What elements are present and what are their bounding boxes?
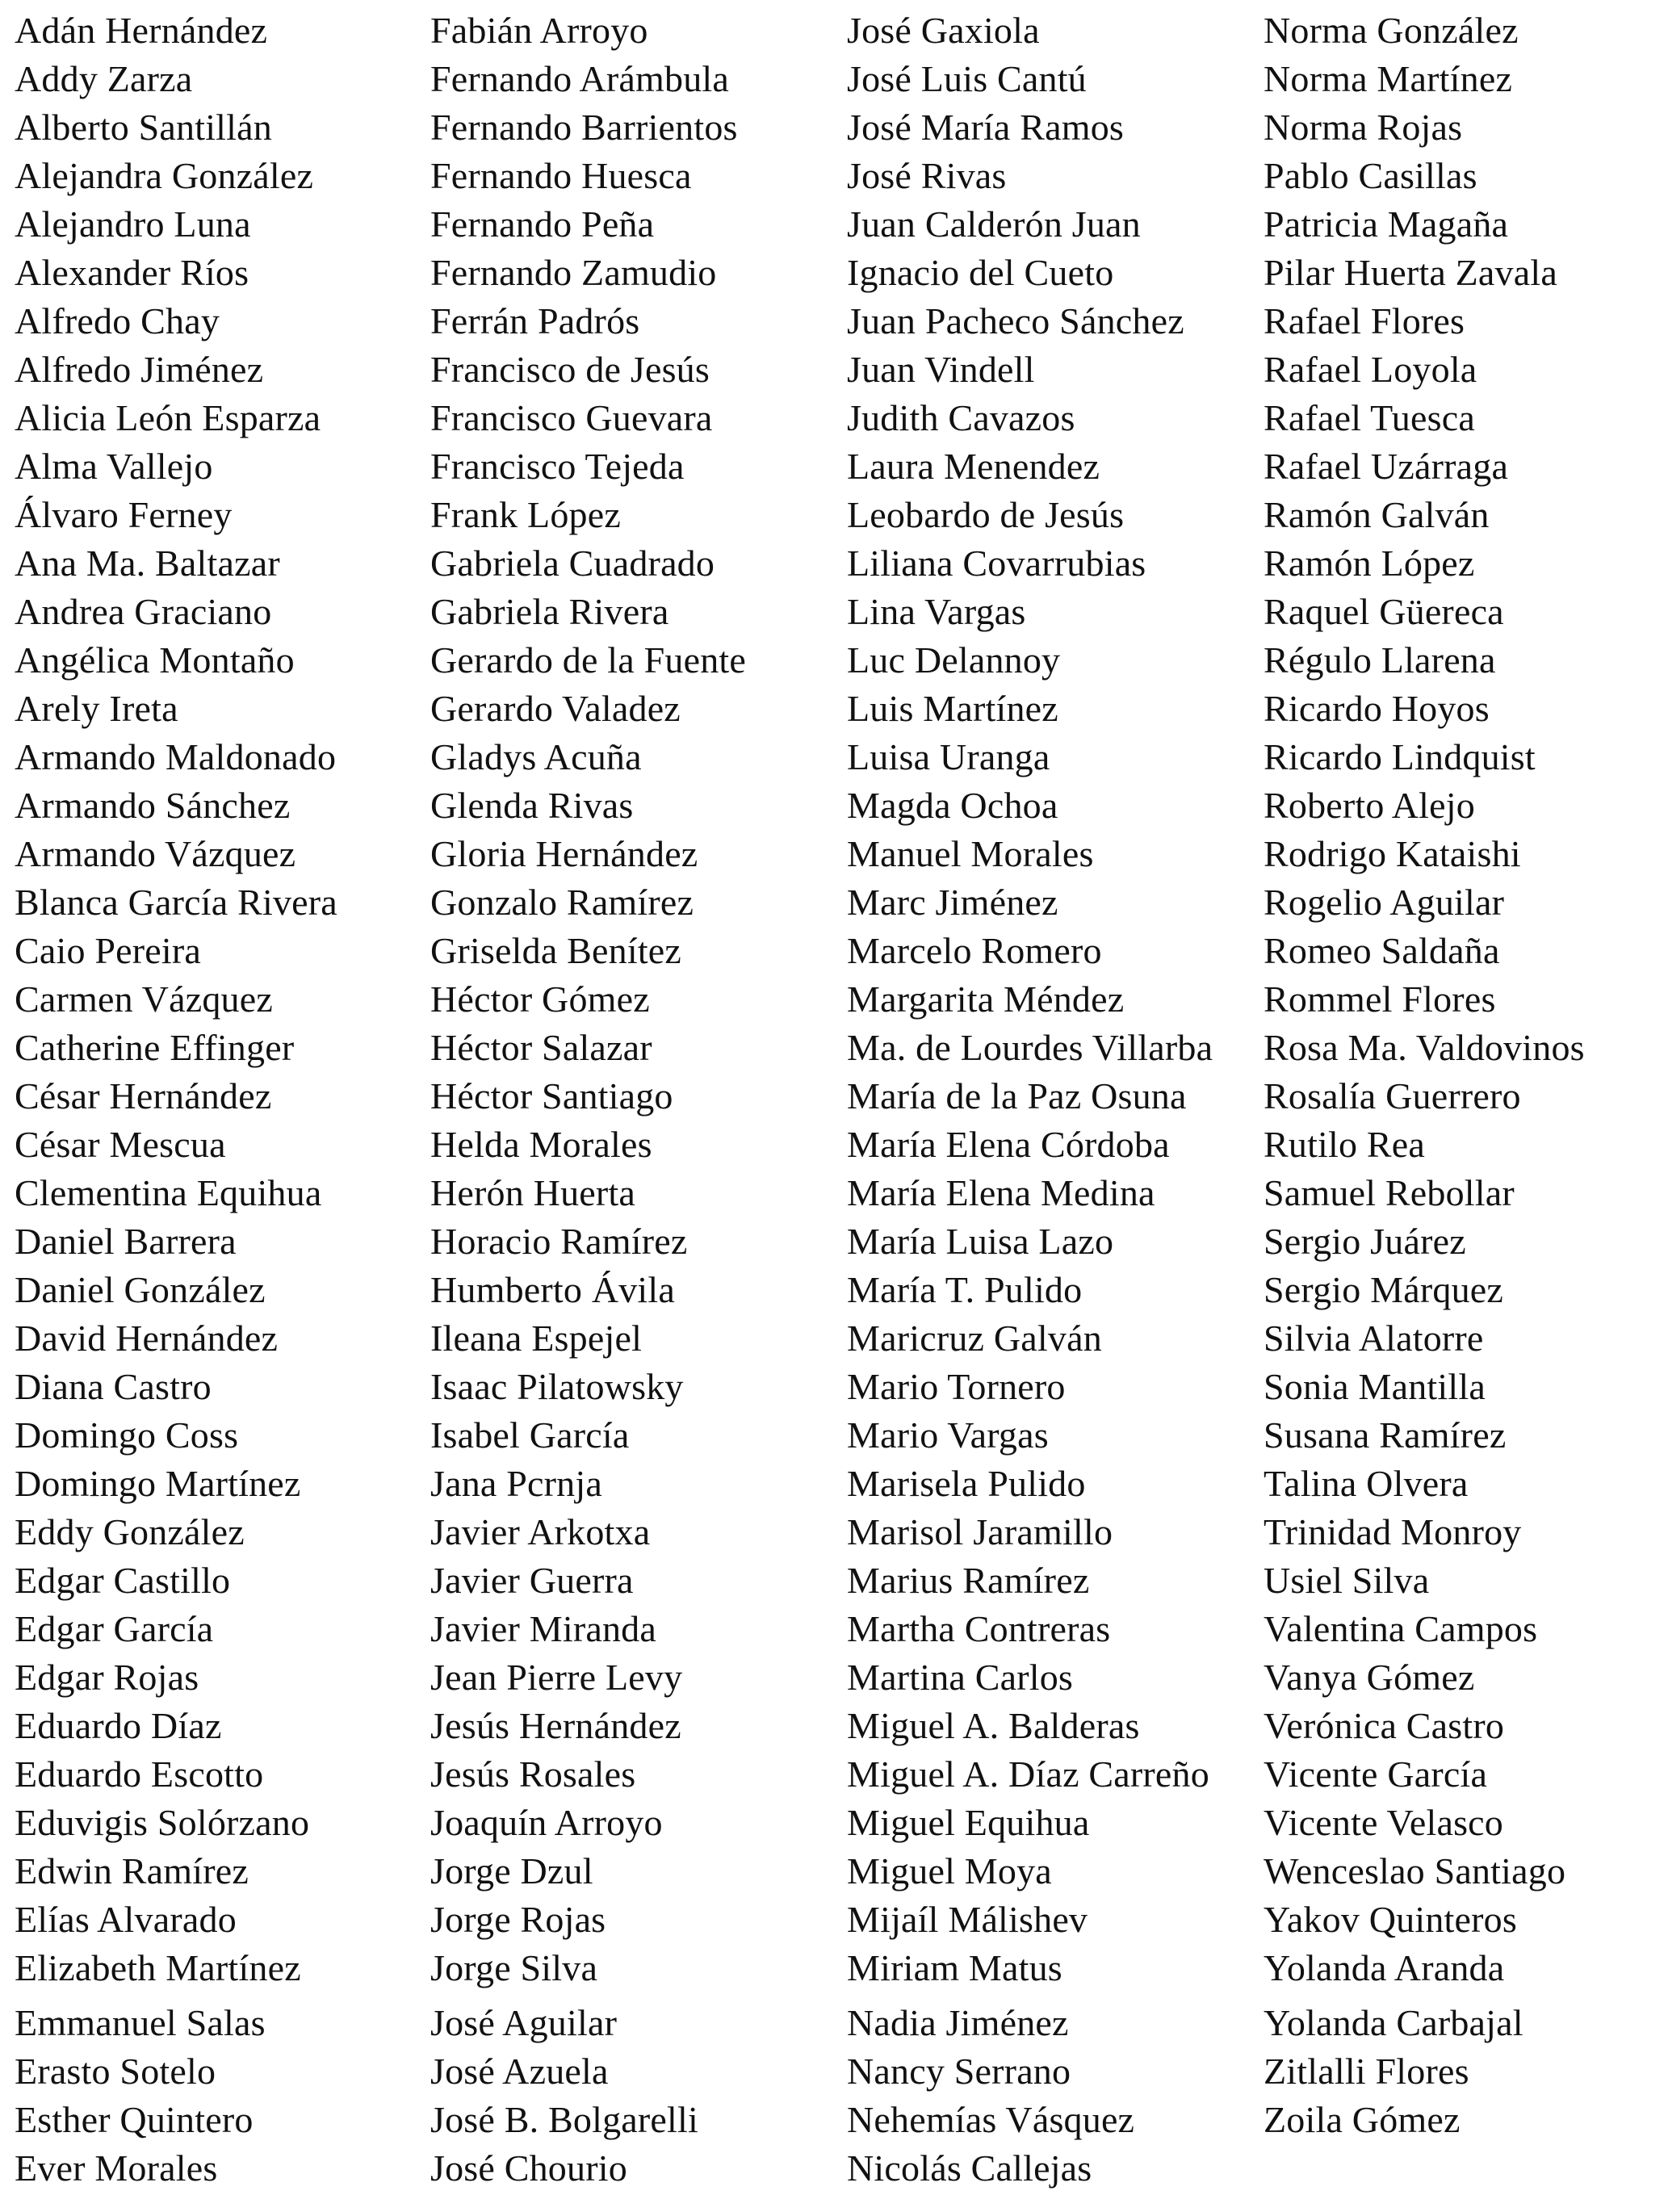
name-entry: Griselda Benítez — [430, 930, 682, 971]
name-entry: Mijaíl Málishev — [847, 1899, 1088, 1940]
name-entry: Yolanda Carbajal — [1264, 2002, 1523, 2043]
name-entry: Régulo Llarena — [1264, 639, 1496, 681]
name-entry: Trinidad Monroy — [1264, 1511, 1522, 1552]
name-entry: César Hernández — [15, 1075, 272, 1116]
name-entry: Fernando Zamudio — [430, 252, 717, 293]
name-entry: Nadia Jiménez — [847, 2002, 1069, 2043]
name-entry: Alma Vallejo — [15, 446, 213, 487]
name-entry: Gabriela Rivera — [430, 591, 669, 632]
name-entry: Domingo Martínez — [15, 1463, 301, 1504]
name-entry: Javier Guerra — [430, 1560, 634, 1601]
name-entry: Martina Carlos — [847, 1657, 1074, 1698]
name-entry: Fernando Huesca — [430, 155, 692, 196]
name-entry: Rommel Flores — [1264, 978, 1496, 1020]
name-entry: Javier Miranda — [430, 1608, 656, 1649]
name-entry: Judith Cavazos — [847, 397, 1075, 438]
name-entry: Eduvigis Solórzano — [15, 1802, 310, 1843]
name-entry: Liliana Covarrubias — [847, 543, 1146, 584]
name-entry: Susana Ramírez — [1264, 1414, 1507, 1456]
name-entry: Laura Menendez — [847, 446, 1100, 487]
name-entry: Alfredo Chay — [15, 300, 220, 341]
name-entry: Caio Pereira — [15, 930, 202, 971]
name-entry: Ma. de Lourdes Villarba — [847, 1027, 1213, 1068]
name-entry: Marc Jiménez — [847, 882, 1058, 923]
name-entry: Diana Castro — [15, 1366, 212, 1407]
name-entry: Edgar García — [15, 1608, 214, 1649]
name-entry: Gonzalo Ramírez — [430, 882, 694, 923]
name-entry: Glenda Rivas — [430, 785, 634, 826]
name-entry: Alfredo Jiménez — [15, 349, 264, 390]
name-entry: Alicia León Esparza — [15, 397, 321, 438]
name-entry: Sonia Mantilla — [1264, 1366, 1486, 1407]
name-entry: Nancy Serrano — [847, 2051, 1071, 2092]
name-entry: Raquel Güereca — [1264, 591, 1504, 632]
name-entry: José Azuela — [430, 2051, 609, 2092]
name-entry: Verónica Castro — [1264, 1705, 1505, 1746]
name-entry: Horacio Ramírez — [430, 1221, 688, 1262]
name-entry: Jorge Rojas — [430, 1899, 606, 1940]
name-entry: Héctor Salazar — [430, 1027, 652, 1068]
name-entry: Vicente García — [1264, 1753, 1488, 1795]
name-entry: César Mescua — [15, 1124, 226, 1165]
name-entry: David Hernández — [15, 1318, 279, 1359]
name-entry: Fernando Arámbula — [430, 58, 730, 99]
name-column-4 — [1264, 6, 1668, 2144]
name-entry: María Elena Córdoba — [847, 1124, 1170, 1165]
name-entry: Esther Quintero — [15, 2099, 254, 2140]
name-entry: Andrea Graciano — [15, 591, 272, 632]
name-entry: Rosalía Guerrero — [1264, 1075, 1521, 1116]
name-entry: Leobardo de Jesús — [847, 494, 1125, 535]
name-entry: Lina Vargas — [847, 591, 1026, 632]
name-entry: Eduardo Escotto — [15, 1753, 264, 1795]
name-entry: Eduardo Díaz — [15, 1705, 222, 1746]
name-entry: Emmanuel Salas — [15, 2002, 266, 2043]
name-entry: Rogelio Aguilar — [1264, 882, 1505, 923]
name-entry: Valentina Campos — [1264, 1608, 1538, 1649]
name-entry: Luis Martínez — [847, 688, 1058, 729]
name-entry: Zoila Gómez — [1264, 2099, 1461, 2140]
name-entry: Yakov Quinteros — [1264, 1899, 1517, 1940]
name-entry: Usiel Silva — [1264, 1560, 1430, 1601]
name-entry: Alberto Santillán — [15, 107, 272, 148]
name-entry: Erasto Sotelo — [15, 2051, 216, 2092]
name-entry: Edgar Castillo — [15, 1560, 231, 1601]
name-entry: Ricardo Hoyos — [1264, 688, 1490, 729]
name-entry: Pablo Casillas — [1264, 155, 1477, 196]
name-entry: Gabriela Cuadrado — [430, 543, 715, 584]
name-entry: Rodrigo Kataishi — [1264, 833, 1521, 874]
name-entry: Herón Huerta — [430, 1172, 636, 1213]
name-entry: Angélica Montaño — [15, 639, 295, 681]
name-entry: Alejandro Luna — [15, 203, 251, 245]
name-entry: Clementina Equihua — [15, 1172, 322, 1213]
name-entry: Jorge Dzul — [430, 1850, 593, 1892]
name-entry: Rafael Tuesca — [1264, 397, 1475, 438]
name-entry: Gloria Hernández — [430, 833, 698, 874]
name-entry: Ferrán Padrós — [430, 300, 640, 341]
name-entry: María Luisa Lazo — [847, 1221, 1114, 1262]
name-entry: Armando Maldonado — [15, 736, 337, 777]
name-entry: Joaquín Arroyo — [430, 1802, 663, 1843]
name-entry: Francisco Tejeda — [430, 446, 685, 487]
name-entry: Luisa Uranga — [847, 736, 1050, 777]
name-entry: Francisco Guevara — [430, 397, 713, 438]
name-entry: Isaac Pilatowsky — [430, 1366, 684, 1407]
name-entry: José Rivas — [847, 155, 1007, 196]
name-entry: Nicolás Callejas — [847, 2147, 1092, 2189]
name-entry: Arely Ireta — [15, 688, 178, 729]
name-entry: Norma Rojas — [1264, 107, 1463, 148]
name-entry: Alexander Ríos — [15, 252, 249, 293]
name-entry: José B. Bolgarelli — [430, 2099, 698, 2140]
name-entry: Norma González — [1264, 10, 1519, 51]
name-entry: Blanca García Rivera — [15, 882, 337, 923]
name-entry: Marius Ramírez — [847, 1560, 1090, 1601]
name-column-1 — [15, 6, 430, 2193]
name-entry: Domingo Coss — [15, 1414, 239, 1456]
name-entry: Wenceslao Santiago — [1264, 1850, 1566, 1892]
name-entry: Elizabeth Martínez — [15, 1947, 301, 1988]
name-entry: Ramón López — [1264, 543, 1475, 584]
name-entry: Ana Ma. Baltazar — [15, 543, 280, 584]
name-entry: Armando Sánchez — [15, 785, 291, 826]
name-entry: Mario Vargas — [847, 1414, 1049, 1456]
name-entry: Helda Morales — [430, 1124, 652, 1165]
name-entry: Gerardo de la Fuente — [430, 639, 747, 681]
name-entry: Héctor Gómez — [430, 978, 650, 1020]
name-entry: Vanya Gómez — [1264, 1657, 1475, 1698]
name-entry: Miriam Matus — [847, 1947, 1062, 1988]
name-entry: Marisol Jaramillo — [847, 1511, 1113, 1552]
name-entry: Jorge Silva — [430, 1947, 598, 1988]
name-entry: Nehemías Vásquez — [847, 2099, 1135, 2140]
name-entry: Edwin Ramírez — [15, 1850, 249, 1892]
name-entry: Jesús Hernández — [430, 1705, 681, 1746]
name-entry: Sergio Márquez — [1264, 1269, 1504, 1310]
name-entry: Frank López — [430, 494, 621, 535]
name-entry: Magda Ochoa — [847, 785, 1058, 826]
name-entry: Mario Tornero — [847, 1366, 1066, 1407]
name-entry: Carmen Vázquez — [15, 978, 273, 1020]
name-entry: Javier Arkotxa — [430, 1511, 651, 1552]
name-entry: Rafael Flores — [1264, 300, 1465, 341]
name-entry: Catherine Effinger — [15, 1027, 295, 1068]
name-entry: María T. Pulido — [847, 1269, 1083, 1310]
name-entry: Norma Martínez — [1264, 58, 1513, 99]
name-entry: Edgar Rojas — [15, 1657, 199, 1698]
name-entry: Humberto Ávila — [430, 1269, 676, 1310]
name-entry: Margarita Méndez — [847, 978, 1125, 1020]
name-entry: Rutilo Rea — [1264, 1124, 1426, 1165]
name-entry: Yolanda Aranda — [1264, 1947, 1505, 1988]
name-entry: Álvaro Ferney — [15, 494, 233, 535]
name-entry: Daniel Barrera — [15, 1221, 237, 1262]
name-entry: Fernando Peña — [430, 203, 655, 245]
name-entry: Juan Calderón Juan — [847, 203, 1141, 245]
name-entry: Silvia Alatorre — [1264, 1318, 1484, 1359]
name-entry: Samuel Rebollar — [1264, 1172, 1515, 1213]
name-entry: Ileana Espejel — [430, 1318, 643, 1359]
name-entry: Gladys Acuña — [430, 736, 642, 777]
name-entry: Isabel García — [430, 1414, 630, 1456]
name-entry: Fernando Barrientos — [430, 107, 738, 148]
name-entry: Daniel González — [15, 1269, 266, 1310]
name-entry: Luc Delannoy — [847, 639, 1061, 681]
name-entry: Vicente Velasco — [1264, 1802, 1503, 1843]
name-entry: Rafael Uzárraga — [1264, 446, 1509, 487]
name-entry: Maricruz Galván — [847, 1318, 1102, 1359]
name-entry: Ricardo Lindquist — [1264, 736, 1536, 777]
name-entry: Jean Pierre Levy — [430, 1657, 683, 1698]
name-entry: Zitlalli Flores — [1264, 2051, 1469, 2092]
name-entry: Francisco de Jesús — [430, 349, 710, 390]
name-entry: Alejandra González — [15, 155, 314, 196]
name-entry: Jana Pcrnja — [430, 1463, 602, 1504]
name-entry: Manuel Morales — [847, 833, 1094, 874]
name-entry: Fabián Arroyo — [430, 10, 648, 51]
name-entry: Martha Contreras — [847, 1608, 1111, 1649]
name-entry: Héctor Santiago — [430, 1075, 673, 1116]
name-entry: José Gaxiola — [847, 10, 1040, 51]
name-entry: Rafael Loyola — [1264, 349, 1477, 390]
name-entry: José Luis Cantú — [847, 58, 1087, 99]
name-entry: José María Ramos — [847, 107, 1125, 148]
name-entry: Addy Zarza — [15, 58, 193, 99]
name-entry: Ignacio del Cueto — [847, 252, 1114, 293]
name-entry: Ramón Galván — [1264, 494, 1490, 535]
name-entry: Rosa Ma. Valdovinos — [1264, 1027, 1585, 1068]
name-entry: María de la Paz Osuna — [847, 1075, 1187, 1116]
name-entry: Elías Alvarado — [15, 1899, 237, 1940]
name-entry: Eddy González — [15, 1511, 245, 1552]
name-entry: Miguel A. Balderas — [847, 1705, 1140, 1746]
name-entry: José Chourio — [430, 2147, 627, 2189]
name-entry: Talina Olvera — [1264, 1463, 1469, 1504]
name-entry: Sergio Juárez — [1264, 1221, 1466, 1262]
name-entry: Armando Vázquez — [15, 833, 296, 874]
name-entry: Adán Hernández — [15, 10, 268, 51]
name-column-3 — [847, 6, 1263, 2193]
name-entry: Ever Morales — [15, 2147, 218, 2189]
name-column-2 — [430, 6, 846, 2193]
name-entry: Romeo Saldaña — [1264, 930, 1500, 971]
name-entry: Pilar Huerta Zavala — [1264, 252, 1557, 293]
name-entry: Miguel A. Díaz Carreño — [847, 1753, 1209, 1795]
name-entry: Juan Pacheco Sánchez — [847, 300, 1184, 341]
name-entry: Roberto Alejo — [1264, 785, 1475, 826]
name-entry: Jesús Rosales — [430, 1753, 636, 1795]
name-entry: Miguel Moya — [847, 1850, 1052, 1892]
name-entry: Miguel Equihua — [847, 1802, 1090, 1843]
name-entry: Marisela Pulido — [847, 1463, 1086, 1504]
name-entry: Juan Vindell — [847, 349, 1035, 390]
name-entry: Marcelo Romero — [847, 930, 1102, 971]
name-entry: María Elena Medina — [847, 1172, 1155, 1213]
name-entry: Patricia Magaña — [1264, 203, 1509, 245]
name-entry: José Aguilar — [430, 2002, 618, 2043]
name-entry: Gerardo Valadez — [430, 688, 681, 729]
